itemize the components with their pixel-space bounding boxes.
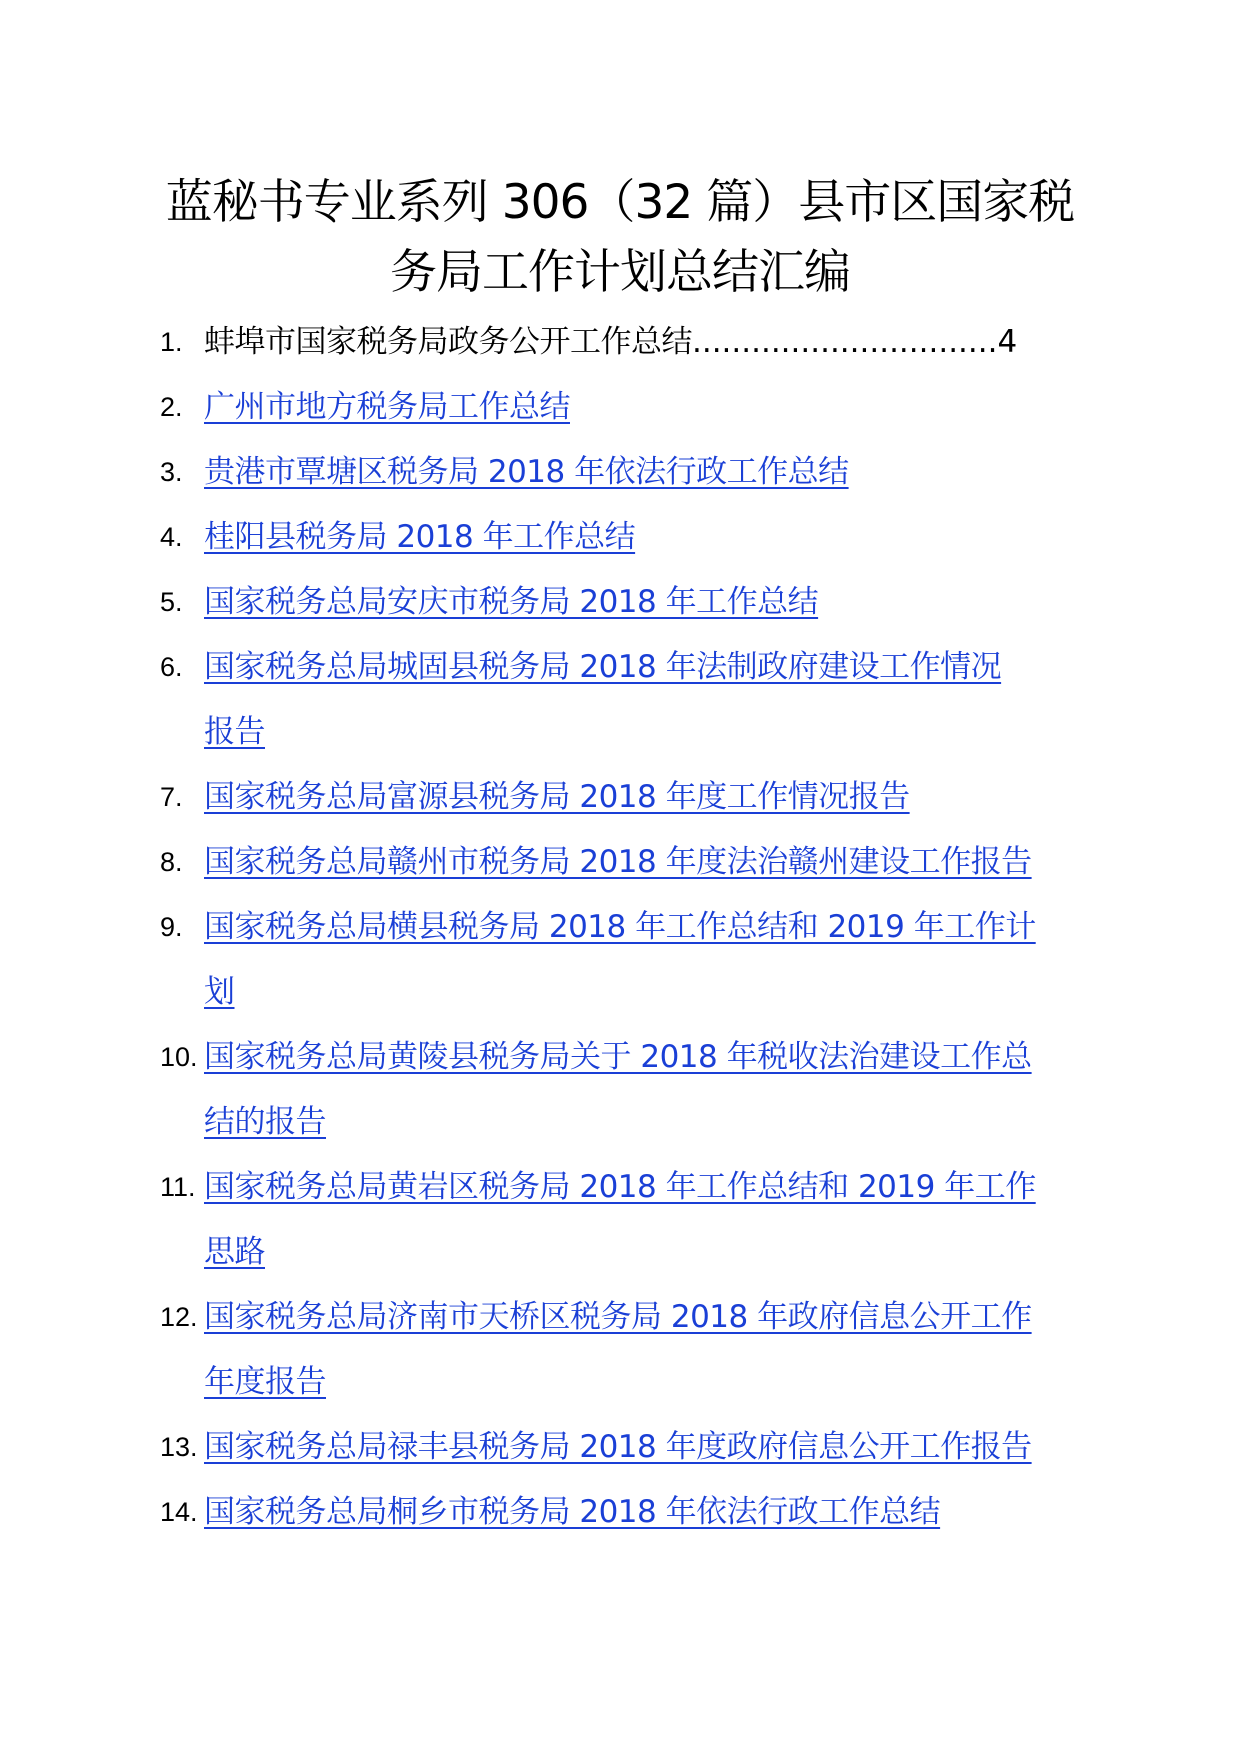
toc-item-link[interactable]: 国家税务总局城固县税务局 2018 年法制政府建设工作情况	[204, 649, 1002, 685]
toc-item-link[interactable]: 国家税务总局横县税务局 2018 年工作总结和 2019 年工作计	[204, 909, 1036, 945]
toc-item-number: 3.	[160, 457, 183, 487]
toc-item-text: 蚌埠市国家税务局政务公开工作总结	[204, 324, 692, 360]
toc-page-number: 4	[997, 324, 1017, 360]
toc-item-link[interactable]: 国家税务总局禄丰县税务局 2018 年度政府信息公开工作报告	[204, 1429, 1032, 1465]
toc-item-number: 8.	[160, 847, 183, 877]
toc-item-number: 14.	[160, 1497, 198, 1527]
toc-item-link[interactable]: 国家税务总局富源县税务局 2018 年度工作情况报告	[204, 779, 910, 815]
toc-item-number: 7.	[160, 782, 183, 812]
toc-item-link[interactable]: 桂阳县税务局 2018 年工作总结	[204, 519, 636, 555]
toc-item-link[interactable]: 国家税务总局黄陵县税务局关于 2018 年税收法治建设工作总	[204, 1039, 1032, 1075]
toc-item-link-continued[interactable]: 划	[204, 974, 235, 1010]
toc-item-number: 11.	[160, 1172, 196, 1202]
toc-item-number: 5.	[160, 587, 183, 617]
toc-item-link[interactable]: 贵港市覃塘区税务局 2018 年依法行政工作总结	[204, 454, 849, 490]
toc-item-number: 4.	[160, 522, 183, 552]
toc-item-number: 9.	[160, 912, 183, 942]
toc-item-number: 2.	[160, 392, 183, 422]
toc-item-number: 12.	[160, 1302, 198, 1332]
toc-leader-dots: ...............................	[692, 324, 998, 360]
toc-item-link[interactable]: 国家税务总局桐乡市税务局 2018 年依法行政工作总结	[204, 1494, 941, 1530]
toc-item-link[interactable]: 国家税务总局黄岩区税务局 2018 年工作总结和 2019 年工作	[204, 1169, 1036, 1205]
title-line-1: 蓝秘书专业系列 306（32 篇）县市区国家税	[165, 175, 1075, 230]
toc-item-link-continued[interactable]: 思路	[204, 1234, 265, 1270]
toc-item-link-continued[interactable]: 年度报告	[204, 1364, 326, 1400]
toc-item-link[interactable]: 国家税务总局安庆市税务局 2018 年工作总结	[204, 584, 819, 620]
toc-item-link[interactable]: 广州市地方税务局工作总结	[204, 389, 570, 425]
toc-item-link-continued[interactable]: 报告	[204, 714, 265, 750]
toc-item-number: 13.	[160, 1432, 198, 1462]
toc-item-number: 1.	[160, 327, 183, 357]
toc-item-link[interactable]: 国家税务总局赣州市税务局 2018 年度法治赣州建设工作报告	[204, 844, 1032, 880]
toc-item-number: 6.	[160, 652, 183, 682]
toc-item-link-continued[interactable]: 结的报告	[204, 1104, 326, 1140]
toc-item-title	[204, 310, 1104, 374]
toc-item-number: 10.	[160, 1042, 198, 1072]
toc-item-link[interactable]: 国家税务总局济南市天桥区税务局 2018 年政府信息公开工作	[204, 1299, 1032, 1335]
title-line-2: 务局工作计划总结汇编	[390, 245, 850, 300]
